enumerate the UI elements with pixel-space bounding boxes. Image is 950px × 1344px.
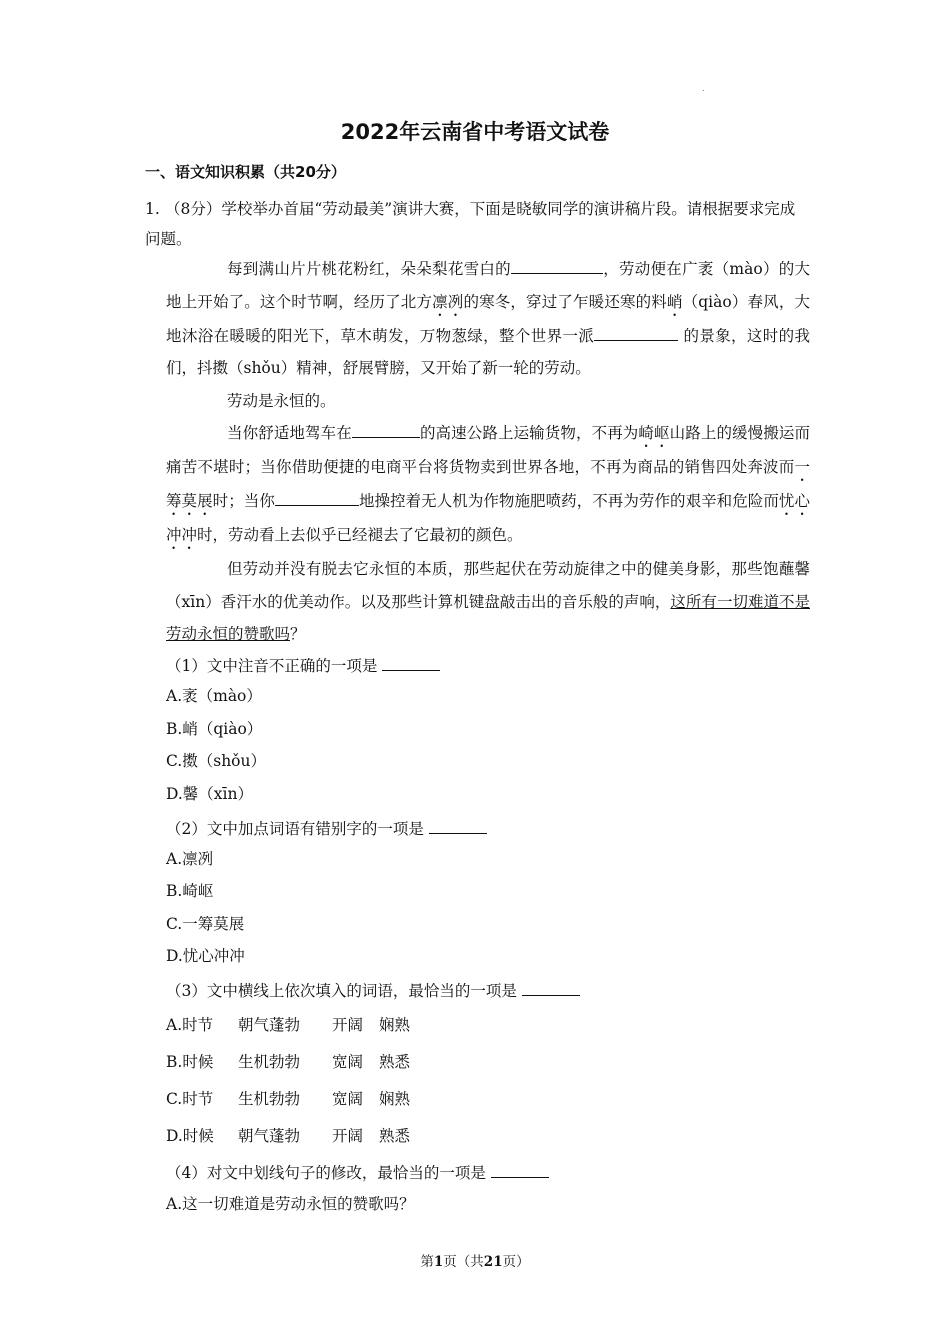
page-footer: 第1页（共21页） — [420, 1254, 530, 1270]
total-pages: 21 — [483, 1254, 503, 1270]
option-2b: B.崎岖 — [166, 882, 214, 900]
option-3b: B.时候 生机勃勃 宽阔 熟悉 — [166, 1053, 411, 1071]
option-2c: C.一筹莫展 — [166, 915, 245, 933]
page-number: 1 — [433, 1254, 444, 1270]
option-1d: D.馨（xīn） — [166, 785, 253, 803]
passage — [166, 253, 810, 651]
option-2a: A.凛冽 — [166, 850, 214, 868]
question-text: （8分）学校举办首届“劳动最美”演讲大赛，下面是晓敏同学的演讲稿片段。请根据要求完成问题。 — [145, 200, 796, 248]
dotted-word: 忧心冲冲 — [166, 492, 810, 544]
answer-blank — [522, 977, 580, 996]
fill-blank-1 — [511, 255, 603, 274]
passage-paragraph-2: 劳动是永恒的。 — [227, 391, 336, 410]
fill-blank-2 — [594, 322, 678, 341]
answer-blank — [491, 1159, 549, 1178]
option-1a: A.袤（mào） — [166, 687, 262, 705]
page-title: 2022年云南省中考语文试卷 — [340, 120, 610, 144]
question-number: 1. — [145, 200, 160, 218]
question-1-prompt — [145, 194, 810, 254]
dotted-word: 凛冽 — [432, 292, 464, 311]
sub-question-4: （4）对文中划线句子的修改，最恰当的一项是 — [166, 1159, 549, 1183]
option-4a: A.这一切难道是劳动永恒的赞歌吗？ — [166, 1195, 415, 1213]
sub-question-1: （1）文中注音不正确的一项是 — [166, 652, 440, 676]
dotted-word: 峭 — [666, 292, 683, 311]
underlined-sentence: 这所有一切难道不是劳动永恒的赞歌吗 — [166, 592, 810, 643]
dotted-word: 崎岖 — [638, 424, 670, 442]
option-3c: C.时节 生机勃勃 宽阔 娴熟 — [166, 1090, 411, 1108]
option-1b: B.峭（qiào） — [166, 720, 263, 738]
option-2d: D.忧心冲冲 — [166, 947, 245, 965]
option-3d: D.时候 朝气蓬勃 开阔 熟悉 — [166, 1127, 411, 1145]
option-1c: C.擞（shǒu） — [166, 752, 266, 770]
passage-paragraph-3: 当你舒适地驾车在 的高速公路上运输货物，不再为崎岖山路上的缓慢搬运而痛苦不堪时；当你借助便捷的电商平台将货物卖到世界各地，不再为商品的销售四处奔波而一筹莫展时；当你 地操控着无人机为作物施肥喷药，不再为劳作的艰辛和危险而忧心冲冲时，劳动看上去似乎已经褪去了它最初的颜色。 — [166, 417, 810, 553]
answer-blank — [382, 652, 440, 671]
passage-paragraph-1: 每到满山片片桃花粉红，朵朵梨花雪白的 ，劳动便在广袤（mào）的大地上开始了。这个时节啊，经历了北方凛冽的寒冬，穿过了乍暖还寒的料峭（qiào）春风，大地沐浴在暖暖的阳光下，草木萌发，万物葱绿，整个世界一派 的景象，这时的我们，抖擞（shǒu）精神，舒展臂膀，又开始了新一轮的劳动。 — [166, 253, 810, 385]
fill-blank-3 — [352, 419, 420, 438]
sub-question-2: （2）文中加点词语有错别字的一项是 — [166, 815, 487, 839]
answer-blank — [429, 815, 487, 834]
passage-paragraph-4: 但劳动并没有脱去它永恒的本质，那些起伏在劳动旋律之中的健美身影，那些饱蘸馨（xīn）香汗水的优美动作。以及那些计算机键盘敲击出的音乐般的声响，这所有一切难道不是劳动永恒的赞歌吗？ — [166, 560, 810, 643]
fill-blank-4 — [275, 487, 359, 506]
section-heading: 一、语文知识积累（共20分） — [145, 163, 346, 181]
sub-question-3: （3）文中横线上依次填入的词语，最恰当的一项是 — [166, 977, 580, 1001]
corner-mark: . — [702, 84, 705, 93]
option-3a: A.时节 朝气蓬勃 开阔 娴熟 — [166, 1016, 411, 1034]
dotted-word: 一筹莫展 — [166, 458, 810, 510]
